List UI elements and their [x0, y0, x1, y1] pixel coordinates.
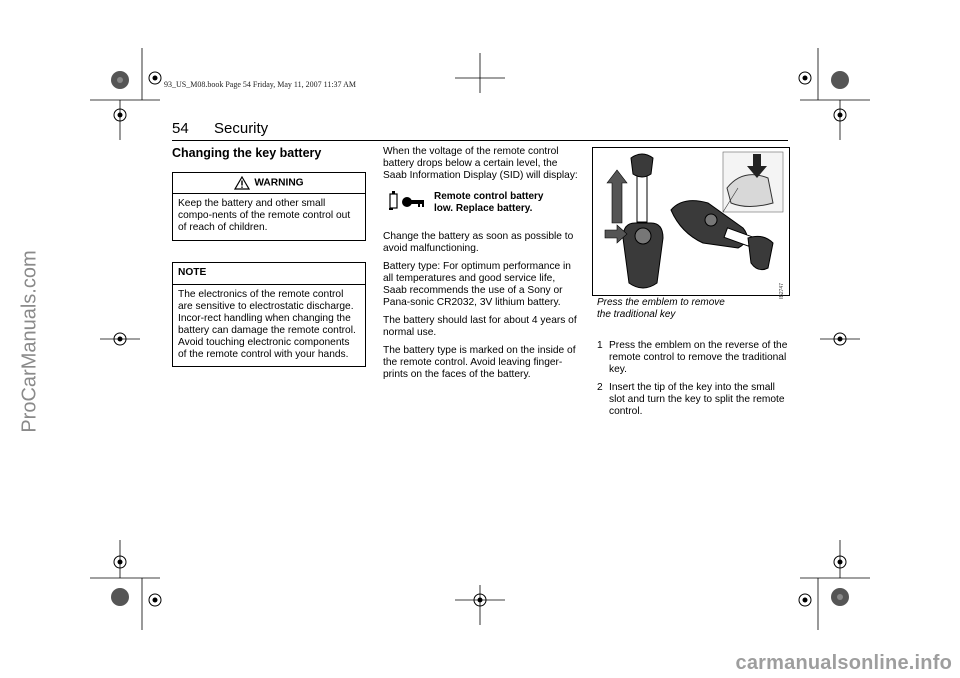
intro-text: When the voltage of the remote control battery drops below a certain level, the Saab Information Display (SID) will display:: [383, 146, 578, 181]
sid-message-line1: Remote control battery: [434, 191, 544, 202]
figure-caption: [597, 297, 725, 321]
page-number: 54: [172, 120, 189, 137]
body-paragraphs: [383, 231, 578, 387]
instruction-steps: [597, 340, 789, 424]
intro-paragraph: [383, 146, 578, 188]
step-number: 1: [597, 340, 603, 351]
paragraph-change-battery: Change the battery as soon as possible to avoid malfunctioning.: [383, 231, 574, 254]
step-number: 2: [597, 382, 603, 393]
figure-code: IB2747: [779, 283, 785, 299]
section-title: Security: [214, 120, 269, 137]
print-header: 93_US_M08.book Page 54 Friday, May 11, 2007 11:37 AM: [164, 80, 356, 89]
warning-icon: [234, 176, 250, 190]
sid-message-line2: low. Replace battery.: [434, 203, 533, 214]
warning-title: WARNING: [254, 177, 304, 189]
note-text: [173, 285, 365, 366]
remote-battery-icon: [388, 190, 428, 214]
step-item: [597, 382, 789, 418]
warning-header: [173, 173, 365, 194]
note-title: NOTE: [173, 263, 365, 285]
note-body: The electronics of the remote control are sensitive to electrostatic discharge. Incor-rect handling when changing the battery can damage the remote control. Avoid touching electronic components of the remote control with your hands.: [178, 289, 356, 360]
key-drawing: [593, 148, 789, 295]
caption-line2: the traditional key: [597, 309, 676, 320]
header-rule: [172, 140, 788, 141]
warning-box: [172, 172, 366, 241]
step-text: Press the emblem on the reverse of the remote control to remove the traditional key.: [609, 340, 788, 375]
page-heading: Changing the key battery: [172, 146, 322, 160]
key-illustration: [592, 147, 790, 299]
paragraph-battery-marking: The battery type is marked on the inside of the remote control. Avoid leaving finger-prints on the faces of the battery.: [383, 345, 576, 380]
note-box: [172, 262, 366, 367]
paragraph-battery-type: Battery type: For optimum performance in all temperatures and good service life, Saab recommends the use of a Sony or Pana-sonic CR2032, 3V lithium battery.: [383, 261, 571, 308]
warning-text: Keep the battery and other small compo-nents of the remote control out of reach of children.: [178, 198, 351, 233]
paragraph-battery-life: The battery should last for about 4 years of normal use.: [383, 315, 577, 338]
watermark-text: ProCarManuals.com: [18, 250, 41, 433]
step-item: [597, 340, 789, 376]
footer-watermark: carmanualsonline.info: [735, 652, 952, 674]
sid-message: [434, 191, 543, 215]
caption-line1: Press the emblem to remove: [597, 297, 725, 308]
step-text: Insert the tip of the key into the small slot and turn the key to split the remote control.: [609, 382, 785, 417]
sid-display-message: [384, 190, 584, 216]
